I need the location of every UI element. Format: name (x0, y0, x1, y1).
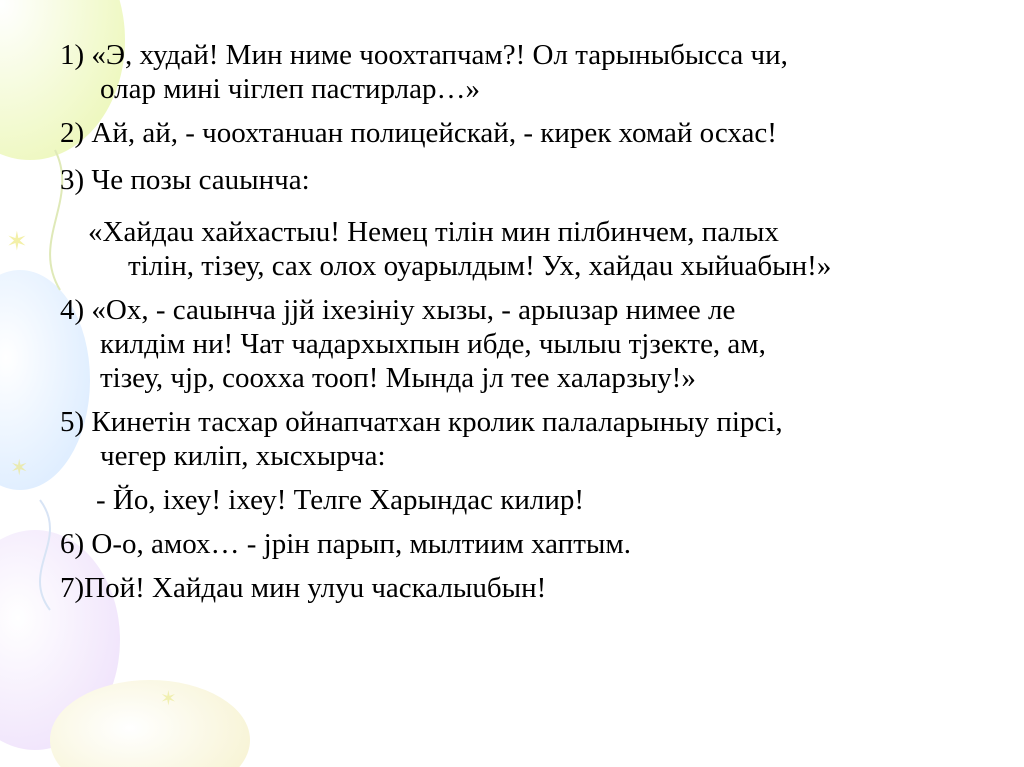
text-line: 5) Кинетiн тасхар ойнапчатхан кролик палаларыныу пiрсi, (60, 406, 783, 438)
paragraph-5 (60, 405, 960, 473)
text-line: тiлiн, тiзеу, сах олох оуарылдым! Ух, хайдаu хыйuабын!» (128, 250, 832, 282)
text-line: - Йо, iхеу! iхеу! Телге Харындас килир! (96, 484, 585, 516)
text-line: 3) Че позы саuынча: (60, 164, 310, 196)
text-line: 7)Пой! Хайдаu мин улуu часкалыuбын! (60, 572, 547, 604)
star-decoration-1: ✶ (6, 227, 28, 257)
text-line: чегер килiп, хысхырча: (100, 440, 386, 472)
paragraph-3 (60, 163, 960, 197)
star-decoration-2: ✶ (10, 456, 29, 481)
paragraph-7 (60, 571, 960, 605)
text-line: олар минi чiглеп пастирлар…» (100, 73, 481, 105)
paragraph-3-quote (60, 215, 960, 283)
paragraph-5-exclamation (60, 483, 960, 517)
text-line: 6) О-о, амох… - jрiн парып, мылтиим хаптым. (60, 528, 631, 560)
text-line: килдiм ни! Чат чадархыхпын ибде, чылыu тjзекте, ам, (100, 328, 766, 360)
text-line: 4) «Ох, - саuынча jjй iхезiнiу хызы, - арыuзар нимее ле (60, 294, 736, 326)
text-line: тiзеу, чjр, соохха тооп! Мында jл тее халарзыу!» (100, 362, 696, 394)
text-line: 1) «Э, худай! Мин ниме чоохтапчам?! Ол тарыныбысса чи, (60, 39, 788, 71)
paragraph-1 (60, 38, 960, 106)
text-line: 2) Ай, ай, - чоохтанuан полицейскай, - кирек хомай осхас! (60, 117, 777, 149)
star-decoration-3: ✶ (160, 686, 177, 710)
paragraph-6 (60, 527, 960, 561)
slide-text-body (60, 38, 960, 605)
paragraph-4 (60, 293, 960, 395)
paragraph-2 (60, 116, 960, 150)
text-line: «Хайдаu хайхастыu! Немец тiлiн мин пiлбинчем, палых (88, 216, 779, 248)
